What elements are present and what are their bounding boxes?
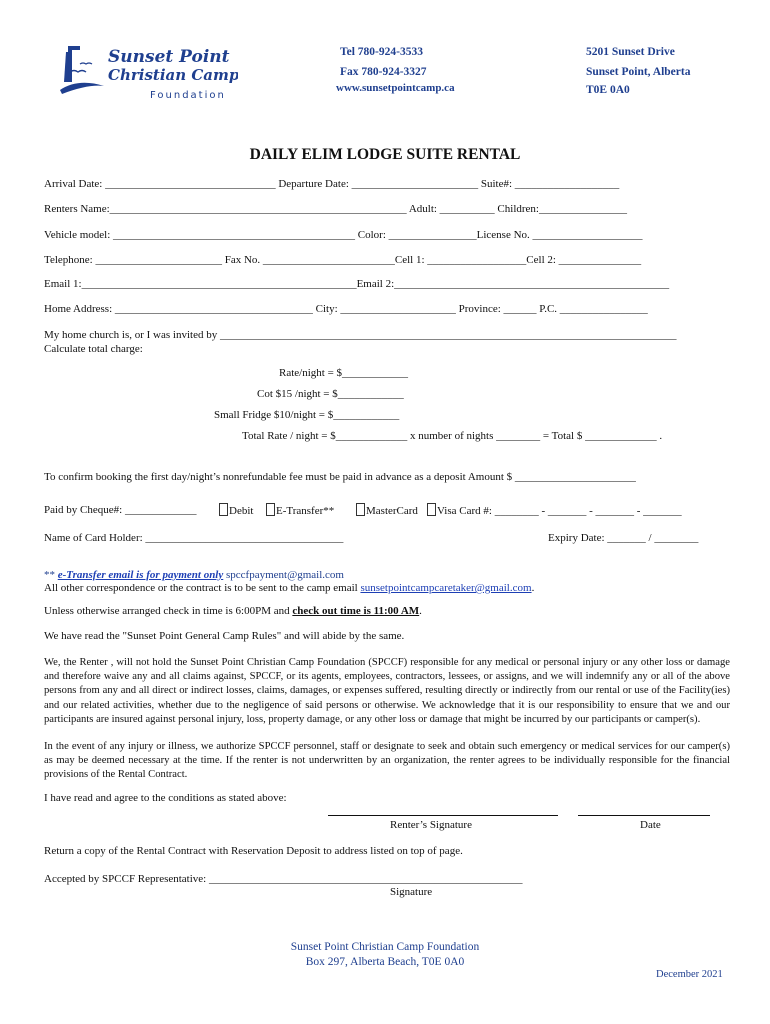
logo-line3: Foundation bbox=[150, 90, 226, 101]
correspondence-text: All other correspondence or the contract is to be sent to the camp email bbox=[44, 582, 361, 594]
return-instructions: Return a copy of the Rental Contract with Reservation Deposit to address listed on top of page. bbox=[44, 845, 463, 857]
home-church-field[interactable]: My home church is, or I was invited by ___________________________________________________________________________________ bbox=[44, 329, 677, 341]
total-rate-field[interactable]: Total Rate / night = $_____________ x number of nights ________ = Total $ _____________ . bbox=[242, 430, 663, 442]
visa-checkbox[interactable] bbox=[427, 503, 436, 516]
arrival-departure-suite-field[interactable]: Arrival Date: _______________________________ Departure Date: _______________________ Suite#: ___________________ bbox=[44, 178, 620, 190]
email-field[interactable]: Email 1:__________________________________________________Email 2:__________________________________________________ bbox=[44, 278, 670, 290]
etransfer-checkbox[interactable] bbox=[266, 503, 275, 516]
address-postal: T0E 0A0 bbox=[586, 84, 630, 96]
etransfer-label: E-Transfer** bbox=[276, 505, 335, 517]
calculate-charge-label: Calculate total charge: bbox=[44, 343, 143, 355]
checkin-note bbox=[44, 605, 422, 617]
vehicle-field[interactable]: Vehicle model: ____________________________________________ Color: ________________License No. ____________________ bbox=[44, 229, 643, 241]
accepted-by-field[interactable]: Accepted by SPCCF Representative: _________________________________________________________ bbox=[44, 873, 523, 885]
payment-email-link[interactable]: spccfpayment@gmail.com bbox=[226, 569, 344, 581]
footer-date: December 2021 bbox=[656, 969, 723, 980]
address-street: 5201 Sunset Drive bbox=[586, 46, 675, 58]
authorization-paragraph: In the event of any injury or illness, we authorize SPCCF personnel, staff or designate to seek and obtain such emergency or medical services for our camper(s) as may be deemed necessary at the time. If the renter is not underwritten by an organization, the renter agrees to be individually responsible for the financial provisions of the Rental Contract. bbox=[44, 741, 730, 781]
home-address-field[interactable]: Home Address: ____________________________________ City: _____________________ Province: ______ P.C. ________________ bbox=[44, 303, 648, 315]
mastercard-label: MasterCard bbox=[366, 505, 418, 517]
cheque-number-field[interactable]: Paid by Cheque#: _____________ bbox=[44, 504, 197, 516]
etransfer-note bbox=[44, 569, 344, 581]
visa-card-number-field[interactable]: Visa Card #: ________ - _______ - _______ - _______ bbox=[437, 505, 682, 517]
waiver-paragraph: We, the Renter , will not hold the Sunset Point Christian Camp Foundation (SPCCF) responsible for any medical or personal injury or any other loss or damage and therefore waive any and all claims against, SPCCF, or its agents, employees, contractors, lessees, or assigns, and we will indemnify any or all of the above persons from any and all direct or indirect losses, claims, damages, or expenses suffered, resulting directly or indirectly from our rental or use of the Facility(ies) and our related activities, whether due to the negligence of said persons or otherwise. We acknowledge that it is our responsibility to ensure that we and our participants are insured against personal injury, loss, property damage, or any other loss or damage that might be incurred by our participants or camper(s). bbox=[44, 657, 730, 725]
logo-graphic bbox=[58, 42, 238, 104]
debit-checkbox[interactable] bbox=[219, 503, 228, 516]
fridge-charge-field[interactable]: Small Fridge $10/night = $____________ bbox=[214, 409, 400, 421]
date-signature-line[interactable] bbox=[578, 815, 710, 816]
contact-tel: Tel 780-924-3533 bbox=[340, 46, 423, 58]
etransfer-note-bold: e-Transfer email is for payment only bbox=[57, 569, 224, 581]
rate-per-night-field[interactable]: Rate/night = $____________ bbox=[279, 367, 409, 379]
telephone-field[interactable]: Telephone: _______________________ Fax No. ________________________Cell 1: __________________Cell 2: _______________ bbox=[44, 254, 642, 266]
renters-name-field[interactable]: Renters Name:______________________________________________________ Adult: __________ Children:________________ bbox=[44, 203, 627, 215]
agreement-statement: I have read and agree to the conditions as stated above: bbox=[44, 792, 287, 804]
camp-rules-statement: We have read the "Sunset Point General Camp Rules" and will abide by the same. bbox=[44, 630, 405, 642]
foundation-logo bbox=[58, 42, 238, 104]
checkin-end: . bbox=[419, 605, 422, 617]
card-holder-field[interactable]: Name of Card Holder: ____________________________________ bbox=[44, 532, 344, 544]
debit-option[interactable] bbox=[219, 503, 253, 517]
etransfer-option[interactable] bbox=[266, 503, 334, 517]
footer-organization: Sunset Point Christian Camp Foundation bbox=[290, 941, 480, 953]
mastercard-checkbox[interactable] bbox=[356, 503, 365, 516]
representative-signature-label: Signature bbox=[390, 886, 433, 898]
cot-charge-field[interactable]: Cot $15 /night = $____________ bbox=[257, 388, 404, 400]
etransfer-note-prefix: ** bbox=[44, 569, 58, 581]
correspondence-note bbox=[44, 582, 534, 594]
checkout-time: check out time is 11:00 AM bbox=[292, 605, 420, 617]
caretaker-email-link[interactable]: sunsetpointcampcaretaker@gmail.com bbox=[360, 582, 532, 594]
renter-signature-label: Renter’s Signature bbox=[390, 819, 472, 831]
address-city: Sunset Point, Alberta bbox=[586, 66, 691, 78]
date-label: Date bbox=[640, 819, 661, 831]
logo-line2: Christian Camp bbox=[108, 66, 238, 84]
correspondence-end: . bbox=[531, 582, 535, 594]
debit-label: Debit bbox=[229, 505, 254, 517]
logo-line1: Sunset Point bbox=[108, 47, 230, 67]
contact-fax: Fax 780-924-3327 bbox=[340, 66, 427, 78]
footer-address: Box 297, Alberta Beach, T0E 0A0 bbox=[305, 956, 465, 968]
mastercard-option[interactable] bbox=[356, 503, 418, 517]
deposit-amount-field[interactable]: To confirm booking the first day/night’s nonrefundable fee must be paid in advance as a deposit Amount $ ______________________ bbox=[44, 471, 636, 483]
page-title: DAILY ELIM LODGE SUITE RENTAL bbox=[249, 146, 521, 163]
renter-signature-line[interactable] bbox=[328, 815, 558, 816]
contact-website[interactable]: www.sunsetpointcamp.ca bbox=[336, 82, 455, 94]
checkin-text: Unless otherwise arranged check in time is 6:00PM and bbox=[44, 605, 293, 617]
visa-option[interactable] bbox=[427, 503, 682, 517]
expiry-date-field[interactable]: Expiry Date: _______ / ________ bbox=[548, 532, 699, 544]
